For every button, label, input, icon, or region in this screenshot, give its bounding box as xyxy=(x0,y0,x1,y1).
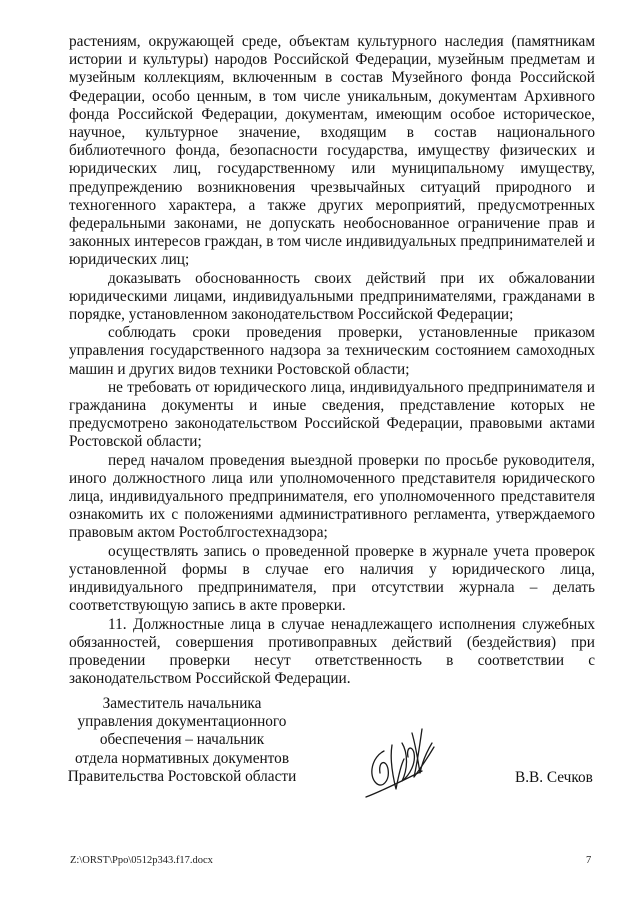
signatory-title-line: управления документационного xyxy=(77,713,287,731)
paragraph-justify-actions: доказывать обоснованность своих действий при их обжаловании юридическими лицами, индивидуальными предпринимателями, гражданами в порядке, установленном законодательством Российской Федерации; xyxy=(69,269,595,324)
signatory-title-line: обеспечения – начальник xyxy=(99,731,265,749)
signer-name: В.В. Сечков xyxy=(515,769,593,786)
signatory-title-line: отдела нормативных документов xyxy=(74,749,290,767)
page-number: 7 xyxy=(586,855,592,866)
paragraph-continued: растениям, окружающей среде, объектам культурного наследия (памятникам истории и культуры) народов Российской Федерации, музейным предметам и музейным коллекциям, включенным в состав Музейного фонда Российской Федерации, особо ценным, в том числе уникальным, документам Архивного фонда Российской Федерации, документам, имеющим особое историческое, научное, культурное значение, входящим в состав национального библиотечного фонда, безопасности государства, имуществу физических и юридических лиц, государственному или муниципальному имуществу, предупреждению возникновения чрезвычайных ситуаций природного и техногенного характера, а также других мероприятий, предусмотренных федеральными законами, не допускать необоснованное ограничение прав и законных интересов граждан, в том числе индивидуальных предпринимателей и юридических лиц; xyxy=(69,33,595,269)
document-body xyxy=(69,33,595,688)
paragraph-responsibility: 11. Должностные лица в случае ненадлежащего исполнения служебных обязанностей, совершения противоправных действий (бездействия) при проведении проверки несут ответственность в соответствии с законодательством Российской Федерации. xyxy=(69,615,595,688)
paragraph-journal-record: осуществлять запись о проведенной проверке в журнале учета проверок установленной формы в случае его наличия у юридического лица, индивидуального предпринимателя, при отсутствии журнала – делать соответствующую запись в акте проверки. xyxy=(69,542,595,615)
signatory-title-line: Правительства Ростовской области xyxy=(67,767,297,785)
file-path-footer: Z:\ORST\Ppo\0512p343.f17.docx xyxy=(70,855,213,866)
signatory-title xyxy=(62,695,302,786)
paragraph-deadlines: соблюдать сроки проведения проверки, установленные приказом управления государственного надзора за техническим состоянием самоходных машин и других видов техники Ростовской области; xyxy=(69,324,595,378)
paragraph-no-documents: не требовать от юридического лица, индивидуального предпринимателя и гражданина документы и иные сведения, представление которых не предусмотрено законодательством Российской Федерации, правовыми актами Ростовской области; xyxy=(69,378,595,451)
paragraph-familiarize: перед началом проведения выездной проверки по просьбе руководителя, иного должностного лица или уполномоченного представителя юридического лица, индивидуального предпринимателя, его уполномоченного представителя ознакомить их с положениями административного регламента, утверждаемого правовым актом Ростоблгостехнадзора; xyxy=(69,451,595,542)
signatory-title-line: Заместитель начальника xyxy=(102,695,262,712)
handwritten-signature xyxy=(362,723,442,801)
